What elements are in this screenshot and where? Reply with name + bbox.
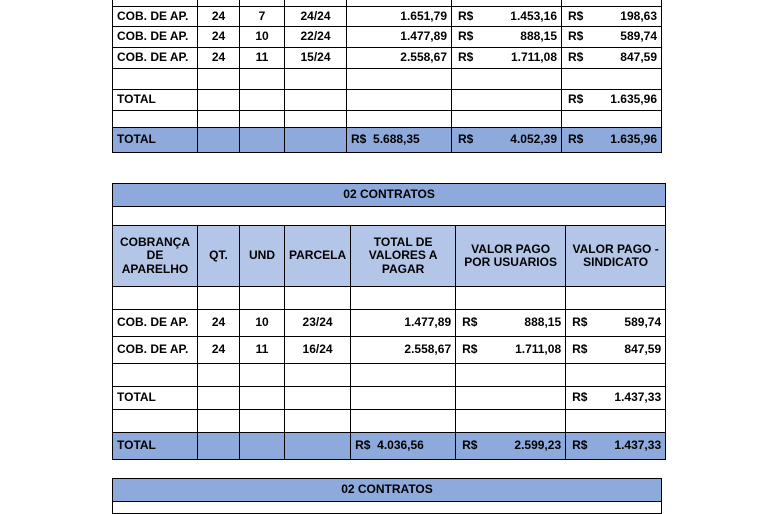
- header-sindicato: VALOR PAGO - SINDICATO: [566, 226, 666, 287]
- subtotal-row: [113, 90, 662, 111]
- cell-qt: 24: [198, 337, 240, 364]
- table-row: [113, 48, 662, 69]
- cell-total: 2.558,67: [351, 337, 456, 364]
- cell-sindicato: [562, 90, 662, 111]
- table-row: [113, 287, 666, 310]
- cell-usuarios: [452, 7, 562, 27]
- cell-sindicato: [562, 48, 662, 69]
- cell-qt: 24: [198, 48, 240, 69]
- cell-parcela: 16/24: [285, 337, 351, 364]
- cell-parcela: 23/24: [285, 310, 351, 337]
- section-title-row: [113, 479, 662, 502]
- header-type: COBRANÇA DE APARELHO: [113, 226, 198, 287]
- section-title-row: [113, 184, 666, 207]
- table-row: [113, 364, 666, 387]
- cell-parcela: 24/24: [285, 7, 347, 27]
- cell-parcela: 15/24: [285, 48, 347, 69]
- cell-sindicato: [562, 7, 662, 27]
- table-row: [113, 337, 666, 364]
- cell-total: [347, 128, 452, 153]
- subtotal-label: TOTAL: [113, 387, 198, 410]
- cell-type: COB. DE AP.: [113, 7, 198, 27]
- cell-total: 1.477,89: [351, 310, 456, 337]
- currency-symbol: R$: [462, 315, 478, 330]
- cell-usuarios: [452, 48, 562, 69]
- cell-usuarios: [452, 27, 562, 48]
- cell-und: 10: [240, 310, 285, 337]
- cell-sindicato: [566, 433, 666, 460]
- amount: 589,74: [620, 29, 657, 44]
- amount: 2.599,23: [514, 438, 562, 453]
- cell-qt: 24: [198, 27, 240, 48]
- cell-sindicato: [566, 337, 666, 364]
- amount: 1.711,08: [510, 50, 557, 65]
- currency-symbol: R$: [568, 50, 584, 65]
- grand-total-row: [113, 128, 662, 153]
- amount: 589,74: [624, 315, 662, 330]
- amount: 4.052,39: [510, 132, 557, 147]
- currency-symbol: R$: [572, 315, 588, 330]
- amount: 1.635,96: [610, 92, 657, 107]
- cell-type: COB. DE AP.: [113, 27, 198, 48]
- amount: 198,63: [620, 8, 657, 23]
- amount: 4.036,56: [377, 438, 424, 453]
- table-row: [113, 410, 666, 433]
- currency-symbol: R$: [458, 29, 474, 44]
- amount: 1.635,96: [610, 132, 657, 147]
- cell-total: 1.477,89: [347, 27, 452, 48]
- cell-total: 1.651,79: [347, 7, 452, 27]
- currency-symbol: R$: [572, 342, 588, 357]
- currency-symbol: R$: [462, 438, 478, 453]
- header-qt: QT.: [198, 226, 240, 287]
- cell-type: COB. DE AP.: [113, 337, 198, 364]
- grand-total-label: TOTAL: [113, 433, 198, 460]
- contracts-table-2: [112, 183, 666, 460]
- cell-usuarios: [456, 433, 566, 460]
- currency-symbol: R$: [458, 8, 474, 23]
- cell-und: 7: [240, 7, 285, 27]
- amount: 847,59: [620, 50, 657, 65]
- amount: 1.711,08: [515, 342, 562, 357]
- grand-total-label: TOTAL: [113, 128, 198, 153]
- currency-symbol: R$: [572, 390, 588, 405]
- cell-total: [351, 433, 456, 460]
- amount: 888,15: [524, 315, 562, 330]
- table-row: [113, 111, 662, 128]
- amount: 1.453,16: [510, 8, 557, 23]
- cell-und: 11: [240, 337, 285, 364]
- header-und: UND: [240, 226, 285, 287]
- subtotal-row: [113, 387, 666, 410]
- cell-usuarios: [452, 128, 562, 153]
- cell-total: 2.558,67: [347, 48, 452, 69]
- header-usuarios: VALOR PAGO POR USUARIOS: [456, 226, 566, 287]
- currency-symbol: R$: [355, 438, 371, 453]
- cell-qt: 24: [198, 310, 240, 337]
- currency-symbol: R$: [462, 342, 478, 357]
- cell-sindicato: [562, 27, 662, 48]
- amount: 888,15: [520, 29, 557, 44]
- cell-und: 10: [240, 27, 285, 48]
- currency-symbol: R$: [458, 50, 474, 65]
- table-row: [113, 310, 666, 337]
- header-total: TOTAL DE VALORES A PAGAR: [351, 226, 456, 287]
- amount: 5.688,35: [373, 132, 420, 147]
- cell-usuarios: [456, 337, 566, 364]
- section-title: 02 CONTRATOS: [113, 479, 662, 502]
- currency-symbol: R$: [572, 438, 588, 453]
- cell-sindicato: [562, 128, 662, 153]
- cell-parcela: 22/24: [285, 27, 347, 48]
- table-row: [113, 207, 666, 226]
- contracts-table-3: [112, 478, 662, 514]
- grand-total-row: [113, 433, 666, 460]
- amount: 1.437,33: [614, 390, 662, 405]
- section-title: 02 CONTRATOS: [113, 184, 666, 207]
- subtotal-label: TOTAL: [113, 90, 198, 111]
- currency-symbol: R$: [351, 132, 367, 147]
- cell-sindicato: [566, 310, 666, 337]
- currency-symbol: R$: [568, 92, 584, 107]
- header-parcela: PARCELA: [285, 226, 351, 287]
- currency-symbol: R$: [568, 29, 584, 44]
- table-row: [113, 7, 662, 27]
- table-row: [113, 27, 662, 48]
- cell-und: 11: [240, 48, 285, 69]
- currency-symbol: R$: [458, 132, 474, 147]
- currency-symbol: R$: [568, 132, 584, 147]
- cell-type: COB. DE AP.: [113, 310, 198, 337]
- contracts-table-1: [112, 0, 662, 153]
- cell-sindicato: [566, 387, 666, 410]
- cell-qt: 24: [198, 7, 240, 27]
- table-row: [113, 69, 662, 90]
- amount: 847,59: [624, 342, 662, 357]
- currency-symbol: R$: [568, 8, 584, 23]
- header-row: [113, 226, 666, 287]
- cell-type: COB. DE AP.: [113, 48, 198, 69]
- amount: 1.437,33: [614, 438, 662, 453]
- cell-usuarios: [456, 310, 566, 337]
